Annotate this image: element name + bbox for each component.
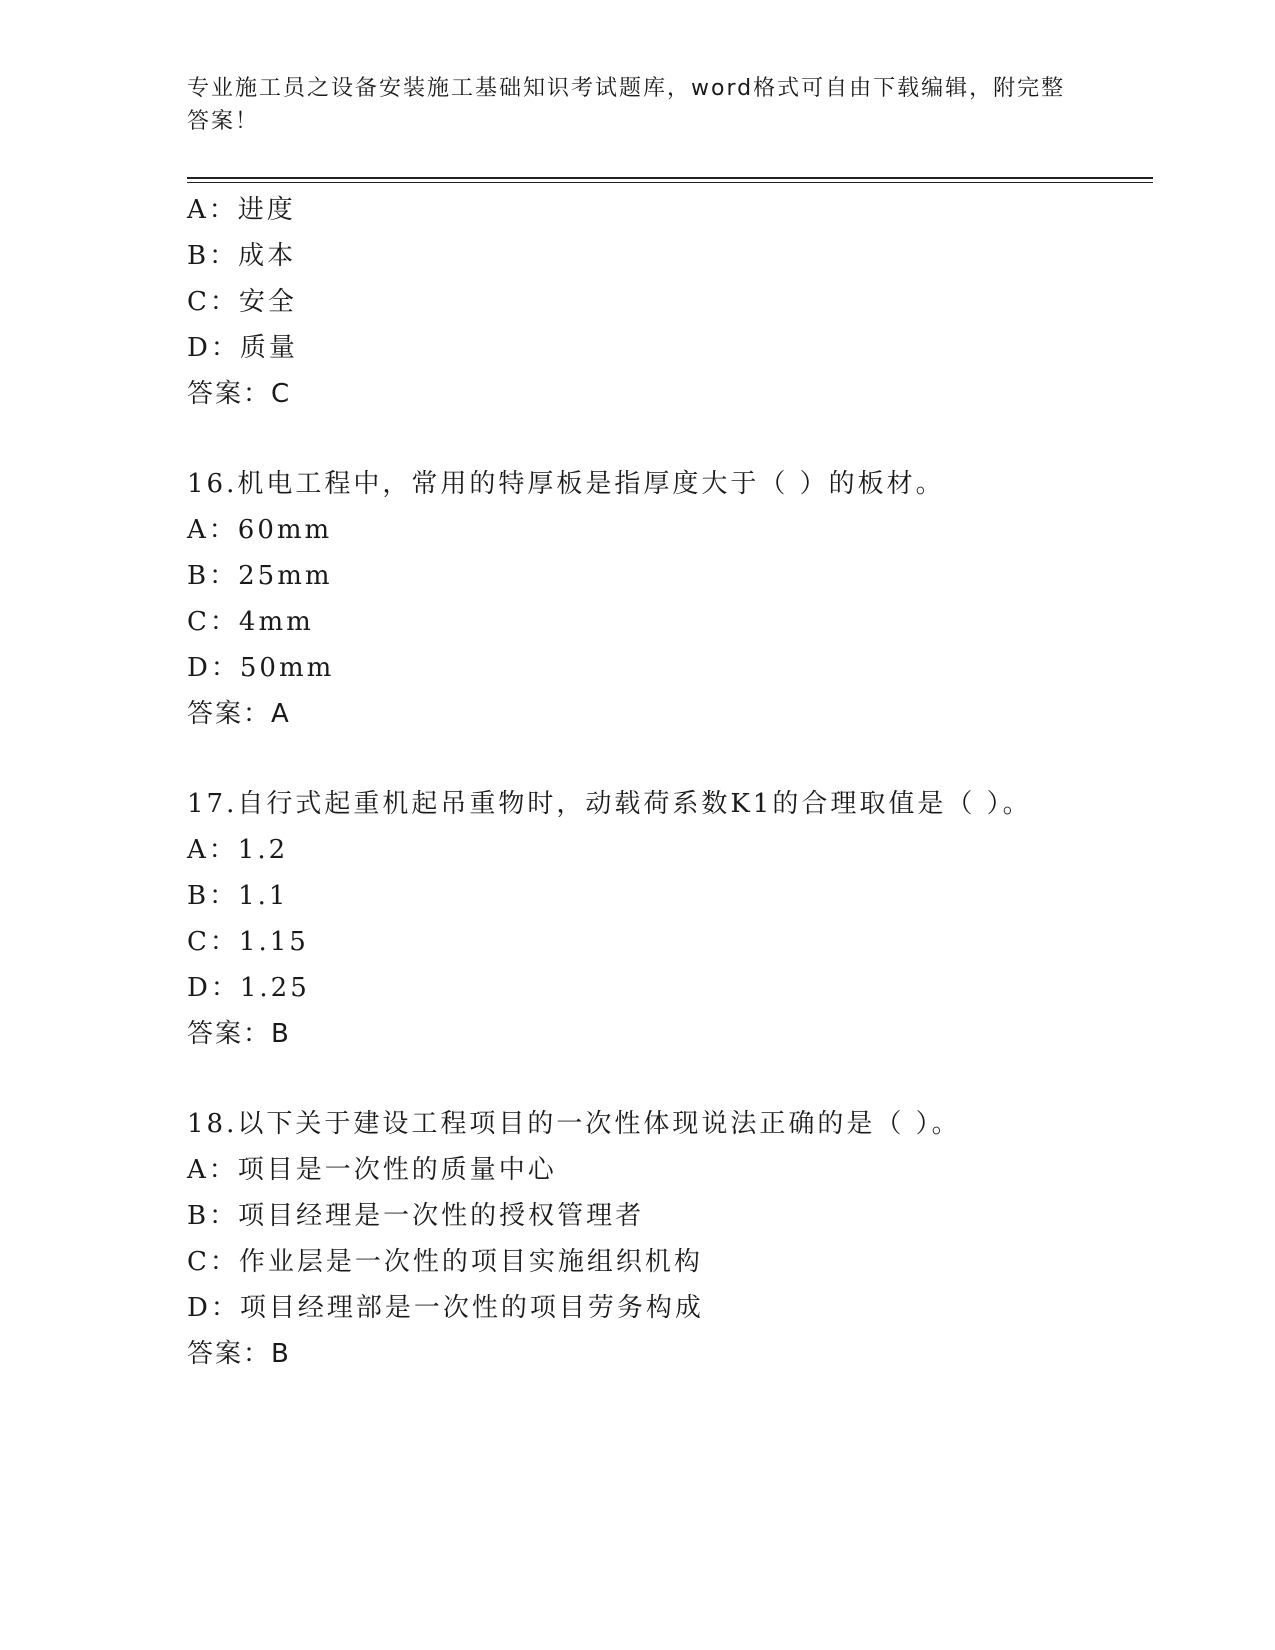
option-b: B：项目经理是一次性的授权管理者 <box>187 1201 645 1231</box>
answer-line: 答案：C <box>187 379 292 409</box>
option-d: D：质量 <box>187 333 298 363</box>
option-b: B：成本 <box>187 241 297 271</box>
answer-line: 答案：A <box>187 699 291 729</box>
header-divider <box>187 177 1153 179</box>
header-title: 专业施工员之设备安装施工基础知识考试题库，word格式可自由下载编辑，附完整答案！ <box>187 76 1066 134</box>
option-b: B：25mm <box>187 561 333 591</box>
answer-value: B <box>271 1019 291 1049</box>
question-block <box>187 461 1153 737</box>
answer-value: B <box>271 1339 291 1369</box>
option-d: D：项目经理部是一次性的项目劳务构成 <box>187 1293 704 1323</box>
question-text: 18.以下关于建设工程项目的一次性体现说法正确的是（ ）。 <box>187 1109 961 1139</box>
question-list <box>187 187 1153 1377</box>
page-header <box>187 72 1067 138</box>
option-c: C：作业层是一次性的项目实施组织机构 <box>187 1247 703 1277</box>
answer-value: C <box>271 379 292 409</box>
option-c: C：1.15 <box>187 927 309 957</box>
question-block <box>187 187 1153 417</box>
option-b: B：1.1 <box>187 881 289 911</box>
answer-value: A <box>271 699 291 729</box>
option-a: A：进度 <box>187 195 296 225</box>
header-divider-thin <box>187 182 1153 183</box>
option-a: A：60mm <box>187 515 333 545</box>
answer-line: 答案：B <box>187 1339 291 1369</box>
option-c: C：4mm <box>187 607 314 637</box>
option-d: D：50mm <box>187 653 335 683</box>
answer-line: 答案：B <box>187 1019 291 1049</box>
question-text: 16.机电工程中，常用的特厚板是指厚度大于（ ）的板材。 <box>187 469 945 499</box>
option-c: C：安全 <box>187 287 297 317</box>
question-block <box>187 1101 1153 1377</box>
option-a: A：项目是一次性的质量中心 <box>187 1155 557 1185</box>
question-text: 17.自行式起重机起吊重物时，动载荷系数K1的合理取值是（ ）。 <box>187 789 1032 819</box>
question-block <box>187 781 1153 1057</box>
option-d: D：1.25 <box>187 973 310 1003</box>
option-a: A：1.2 <box>187 835 289 865</box>
